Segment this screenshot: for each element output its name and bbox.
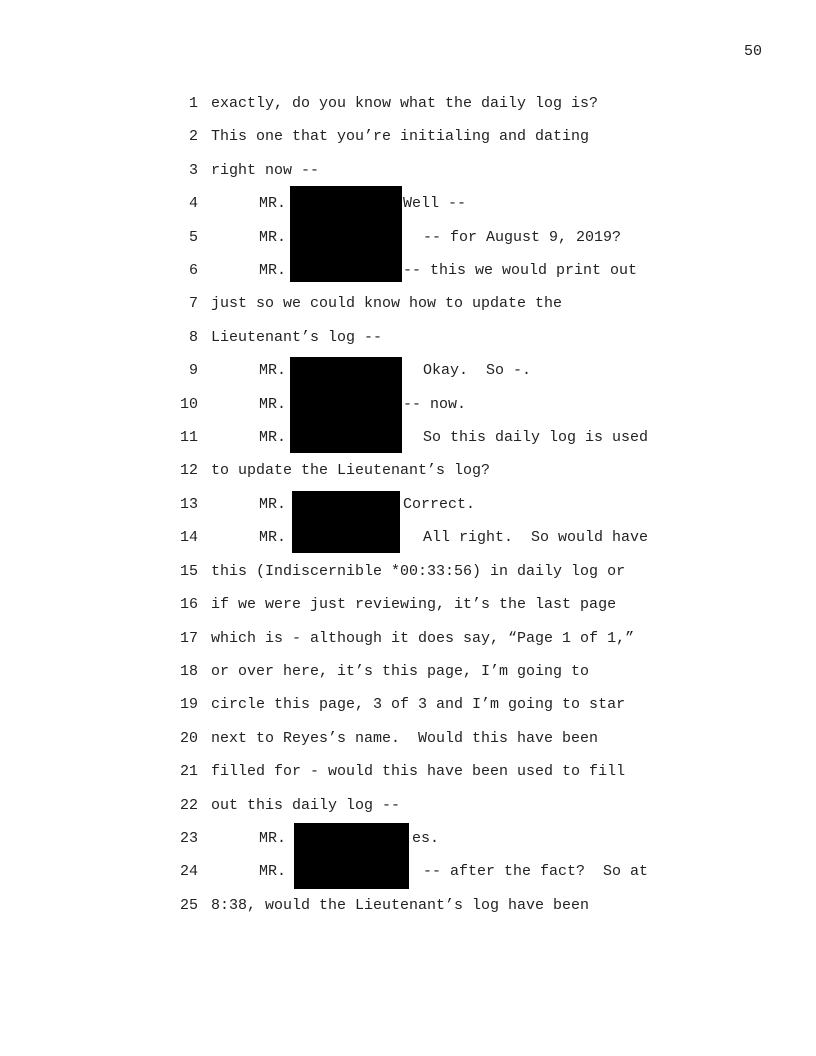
transcript-line: [0, 495, 816, 528]
line-text: just so we could know how to update the: [211, 295, 563, 313]
transcript-line: [0, 695, 816, 728]
transcript-line: [0, 762, 816, 795]
line-number: 3: [188, 161, 198, 179]
speaker-label: MR.: [259, 529, 287, 547]
transcript-line: [0, 528, 816, 561]
line-text: which is - although it does say, “Page 1 of 1,”: [211, 629, 635, 647]
line-text: All right. So would have: [423, 529, 649, 547]
line-number: 6: [188, 262, 198, 280]
line-text: Lieutenant’s log --: [211, 328, 383, 346]
line-text: filled for - would this have been used to fill: [211, 763, 626, 781]
line-text: -- this we would print out: [403, 262, 638, 280]
line-text: -- for August 9, 2019?: [423, 228, 622, 246]
transcript-line: [0, 395, 816, 428]
line-number: 20: [179, 729, 198, 747]
line-text: to update the Lieutenant’s log?: [211, 462, 491, 480]
line-text: So this daily log is used: [423, 429, 649, 447]
transcript-line: [0, 127, 816, 160]
line-number: 8: [188, 328, 198, 346]
speaker-label: MR.: [259, 395, 287, 413]
transcript-line: [0, 629, 816, 662]
redaction-block: [290, 186, 402, 282]
line-text: -- after the fact? So at: [423, 863, 649, 881]
line-number: 25: [179, 896, 198, 914]
line-number: 21: [179, 763, 198, 781]
line-number: 23: [179, 829, 198, 847]
line-number: 17: [179, 629, 198, 647]
speaker-label: MR.: [259, 829, 287, 847]
transcript-line: [0, 595, 816, 628]
line-text: if we were just reviewing, it’s the last page: [211, 596, 617, 614]
line-number: 7: [188, 295, 198, 313]
speaker-label: MR.: [259, 863, 287, 881]
page-number: 50: [743, 43, 762, 60]
line-text: This one that you’re initialing and dating: [211, 128, 590, 146]
transcript-line: [0, 294, 816, 327]
line-text: right now --: [211, 161, 320, 179]
speaker-label: MR.: [259, 195, 287, 213]
line-text: out this daily log --: [211, 796, 401, 814]
line-number: 9: [188, 362, 198, 380]
line-text: Okay. So -.: [423, 362, 532, 380]
transcript-line: [0, 261, 816, 294]
redaction-block: [292, 491, 400, 553]
transcript-line: [0, 228, 816, 261]
transcript-line: [0, 194, 816, 227]
line-text: this (Indiscernible *00:33:56) in daily log or: [211, 562, 626, 580]
transcript-body: [0, 94, 816, 929]
redaction-block: [290, 357, 402, 453]
line-text: Well --: [403, 195, 467, 213]
line-number: 13: [179, 495, 198, 513]
line-text: -- now.: [403, 395, 467, 413]
transcript-line: [0, 662, 816, 695]
line-number: 11: [179, 429, 198, 447]
line-text: es.: [412, 829, 440, 847]
line-number: 15: [179, 562, 198, 580]
line-text: next to Reyes’s name. Would this have been: [211, 729, 599, 747]
line-number: 14: [179, 529, 198, 547]
line-number: 19: [179, 696, 198, 714]
line-number: 1: [188, 95, 198, 112]
line-number: 18: [179, 662, 198, 680]
line-text: circle this page, 3 of 3 and I’m going to star: [211, 696, 626, 714]
line-text: or over here, it’s this page, I’m going to: [211, 662, 590, 680]
transcript-line: [0, 161, 816, 194]
line-number: 2: [188, 128, 198, 146]
line-number: 12: [179, 462, 198, 480]
speaker-label: MR.: [259, 262, 287, 280]
speaker-label: MR.: [259, 495, 287, 513]
line-number: 16: [179, 596, 198, 614]
speaker-label: MR.: [259, 429, 287, 447]
transcript-line: [0, 328, 816, 361]
redaction-block: [294, 823, 409, 889]
transcript-line: [0, 428, 816, 461]
transcript-line: [0, 896, 816, 929]
line-number: 10: [179, 395, 198, 413]
transcript-line: [0, 461, 816, 494]
line-number: 4: [188, 195, 198, 213]
transcript-line: [0, 94, 816, 127]
transcript-line: [0, 361, 816, 394]
line-number: 24: [179, 863, 198, 881]
line-text: Correct.: [403, 495, 476, 513]
speaker-label: MR.: [259, 228, 287, 246]
transcript-line: [0, 729, 816, 762]
speaker-label: MR.: [259, 362, 287, 380]
line-text: exactly, do you know what the daily log is?: [211, 95, 599, 112]
transcript-line: [0, 562, 816, 595]
line-number: 22: [179, 796, 198, 814]
line-number: 5: [188, 228, 198, 246]
line-text: 8:38, would the Lieutenant’s log have been: [211, 896, 590, 914]
